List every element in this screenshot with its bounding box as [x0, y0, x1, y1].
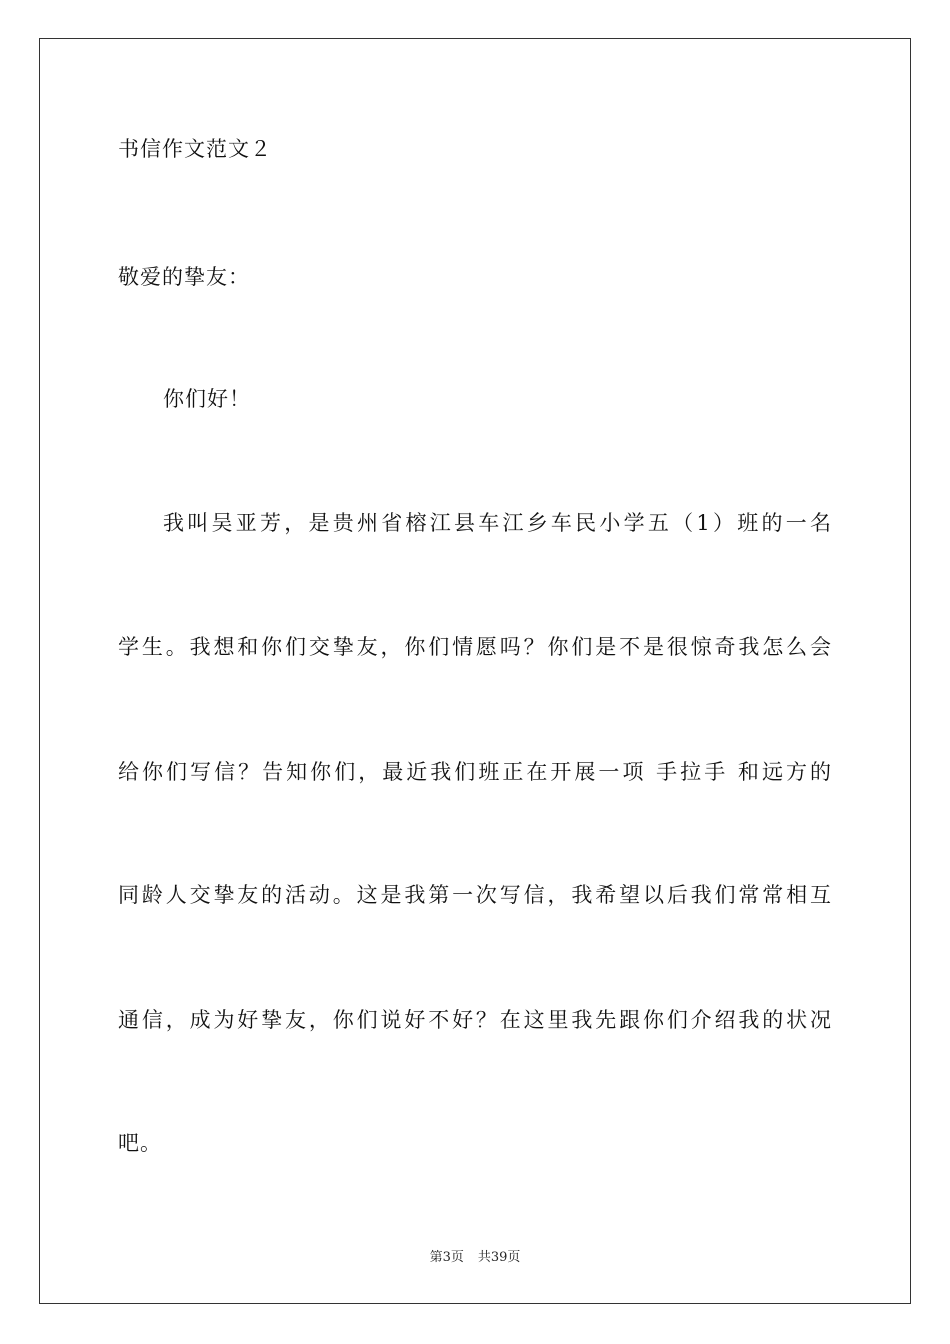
body-line-3: 给你们写信？告知你们，最近我们班正在开展一项 手拉手 和远方的	[118, 760, 832, 784]
body-line-1: 我叫吴亚芳，是贵州省榕江县车江乡车民小学五（1）班的一名	[163, 511, 832, 535]
body-line-5: 通信，成为好挚友，你们说好不好？在这里我先跟你们介绍我的状况	[118, 1008, 832, 1032]
page-footer	[0, 1249, 950, 1267]
salutation: 敬爱的挚友：	[118, 265, 250, 289]
body-line-2: 学生。我想和你们交挚友，你们情愿吗？你们是不是很惊奇我怎么会	[118, 635, 832, 659]
document-heading: 书信作文范文２	[118, 137, 272, 161]
greeting: 你们好！	[163, 387, 251, 411]
page-border	[39, 38, 911, 1304]
page-number: 第3页	[429, 1250, 464, 1265]
body-line-4: 同龄人交挚友的活动。这是我第一次写信，我希望以后我们常常相互	[118, 883, 832, 907]
total-pages: 共39页	[477, 1250, 521, 1265]
body-line-6: 吧。	[118, 1131, 162, 1155]
